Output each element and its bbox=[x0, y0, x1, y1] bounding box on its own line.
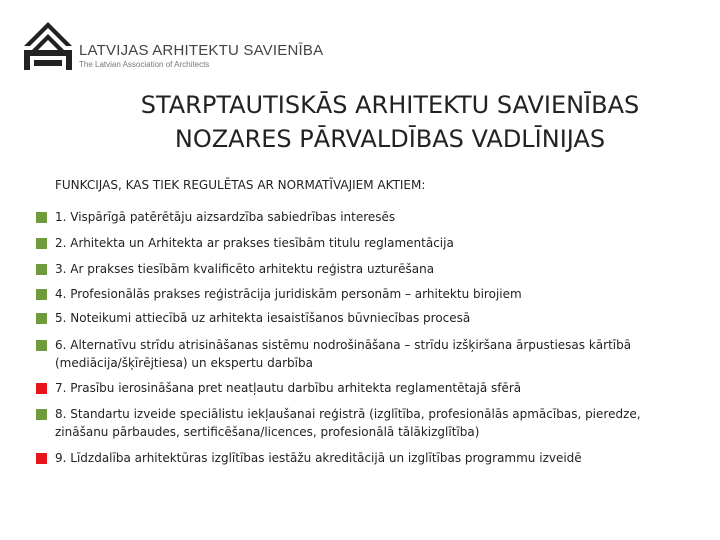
list-item: 7. Prasību ierosināšana pret neatļautu darbību arhitekta reglamentētajā sfērā bbox=[55, 381, 522, 395]
logo-mark-icon bbox=[22, 20, 74, 72]
list-item: 4. Profesionālās prakses reģistrācija juridiskām personām – arhitektu birojiem bbox=[55, 287, 522, 301]
org-subtitle: The Latvian Association of Architects bbox=[79, 60, 210, 69]
list-item: 2. Arhitekta un Arhitekta ar prakses tiesībām titulu reglamentācija bbox=[55, 236, 454, 250]
org-name: LATVIJAS ARHITEKTU SAVIENĪBA bbox=[79, 42, 324, 59]
list-item: 9. Līdzdalība arhitektūras izglītības iestāžu akreditācijā un izglītības programmu izveidē bbox=[55, 451, 582, 465]
title-line-2: NOZARES PĀRVALDĪBAS VADLĪNIJAS bbox=[174, 125, 606, 153]
bullet-icon bbox=[36, 212, 47, 223]
list-item: 5. Noteikumi attiecībā uz arhitekta iesaistīšanos būvniecības procesā bbox=[55, 311, 471, 325]
bullet-icon bbox=[36, 340, 47, 351]
logo bbox=[22, 20, 322, 72]
section-heading: FUNKCIJAS, KAS TIEK REGULĒTAS AR NORMATĪVAJIEM AKTIEM: bbox=[55, 178, 426, 192]
bullet-icon bbox=[36, 238, 47, 249]
bullet-icon bbox=[36, 453, 47, 464]
bullet-icon bbox=[36, 289, 47, 300]
bullet-icon bbox=[36, 409, 47, 420]
list-item: 8. Standartu izveide speciālistu iekļaušanai reģistrā (izglītība, profesionālās apmācības, pieredze, zināšanu pārbaudes, sertificēšana/licences, profesionālā tālākizglītība) bbox=[55, 407, 641, 439]
list-item: 1. Vispārīgā patērētāju aizsardzība sabiedrības interesēs bbox=[55, 210, 396, 224]
list-item: 3. Ar prakses tiesībām kvalificēto arhitektu reģistra uzturēšana bbox=[55, 262, 435, 276]
bullet-icon bbox=[36, 313, 47, 324]
list-item: 6. Alternatīvu strīdu atrisināšanas sistēmu nodrošināšana – strīdu izšķiršana ārpustiesas kārtībā (mediācija/šķīrējtiesa) un ekspertu darbība bbox=[55, 338, 632, 370]
bullet-icon bbox=[36, 383, 47, 394]
bullet-icon bbox=[36, 264, 47, 275]
title-line-1: STARPTAUTISKĀS ARHITEKTU SAVIENĪBAS bbox=[140, 91, 640, 119]
page-title bbox=[60, 88, 720, 156]
